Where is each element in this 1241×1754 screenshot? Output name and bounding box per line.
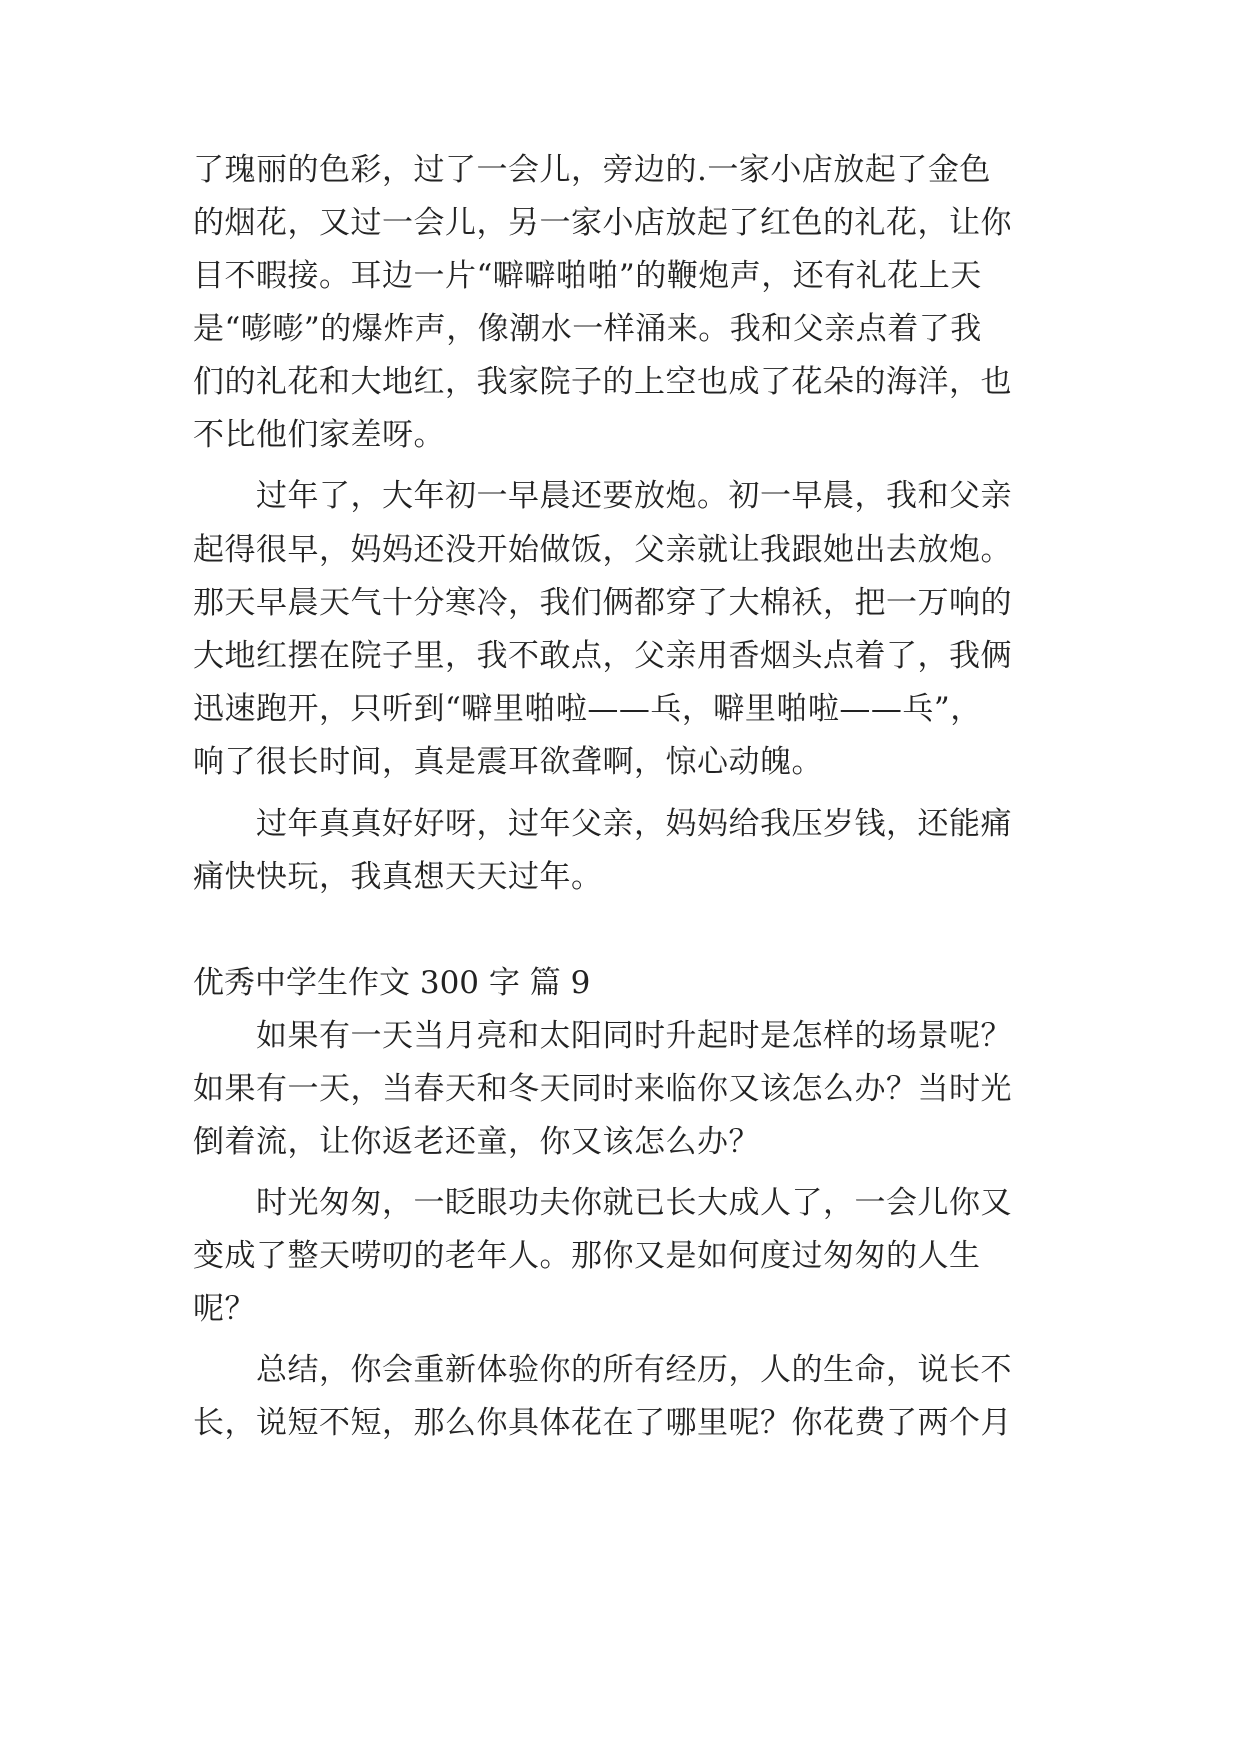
paragraph-line: 那天早晨天气十分寒冷，我们俩都穿了大棉袄，把一万响的	[193, 585, 1012, 621]
paragraph-line: 起得很早，妈妈还没开始做饭，父亲就让我跟她出去放炮。	[193, 532, 1012, 568]
paragraph-line: 目不暇接。耳边一片“噼噼啪啪”的鞭炮声，还有礼花上天	[193, 258, 982, 294]
paragraph-line: 了瑰丽的色彩，过了一会儿，旁边的.一家小店放起了金色	[193, 152, 991, 188]
paragraph-line: 们的礼花和大地红，我家院子的上空也成了花朵的海洋，也	[193, 364, 1012, 400]
paragraph-line: 时光匆匆，一眨眼功夫你就已长大成人了，一会儿你又	[256, 1185, 1012, 1221]
paragraph-line: 呢？	[193, 1291, 256, 1327]
paragraph-line: 总结，你会重新体验你的所有经历，人的生命，说长不	[256, 1352, 1012, 1388]
paragraph-line: 响了很长时间，真是震耳欲聋啊，惊心动魄。	[193, 744, 823, 780]
paragraph-line: 是“嘭嘭”的爆炸声，像潮水一样涌来。我和父亲点着了我	[193, 311, 982, 347]
paragraph-line: 过年真真好好呀，过年父亲，妈妈给我压岁钱，还能痛	[256, 806, 1012, 842]
paragraph-line: 倒着流，让你返老还童，你又该怎么办？	[193, 1124, 760, 1160]
paragraph-line: 迅速跑开，只听到“噼里啪啦——乓，噼里啪啦——乓”，	[193, 691, 982, 727]
paragraph-line: 大地红摆在院子里，我不敢点，父亲用香烟头点着了，我俩	[193, 638, 1012, 674]
paragraph-line: 过年了，大年初一早晨还要放炮。初一早晨，我和父亲	[256, 478, 1012, 514]
paragraph-line: 变成了整天唠叨的老年人。那你又是如何度过匆匆的人生	[193, 1238, 981, 1274]
paragraph-line: 如果有一天，当春天和冬天同时来临你又该怎么办？当时光	[193, 1071, 1012, 1107]
paragraph-line: 痛快快玩，我真想天天过年。	[193, 859, 603, 895]
paragraph-line: 如果有一天当月亮和太阳同时升起时是怎样的场景呢？	[256, 1018, 1012, 1054]
paragraph-line: 长，说短不短，那么你具体花在了哪里呢？你花费了两个月	[193, 1405, 1012, 1441]
paragraph-line: 的烟花，又过一会儿，另一家小店放起了红色的礼花，让你	[193, 205, 1012, 241]
section-heading: 优秀中学生作文 300 字 篇 9	[193, 965, 591, 1001]
paragraph-line: 不比他们家差呀。	[193, 417, 445, 453]
